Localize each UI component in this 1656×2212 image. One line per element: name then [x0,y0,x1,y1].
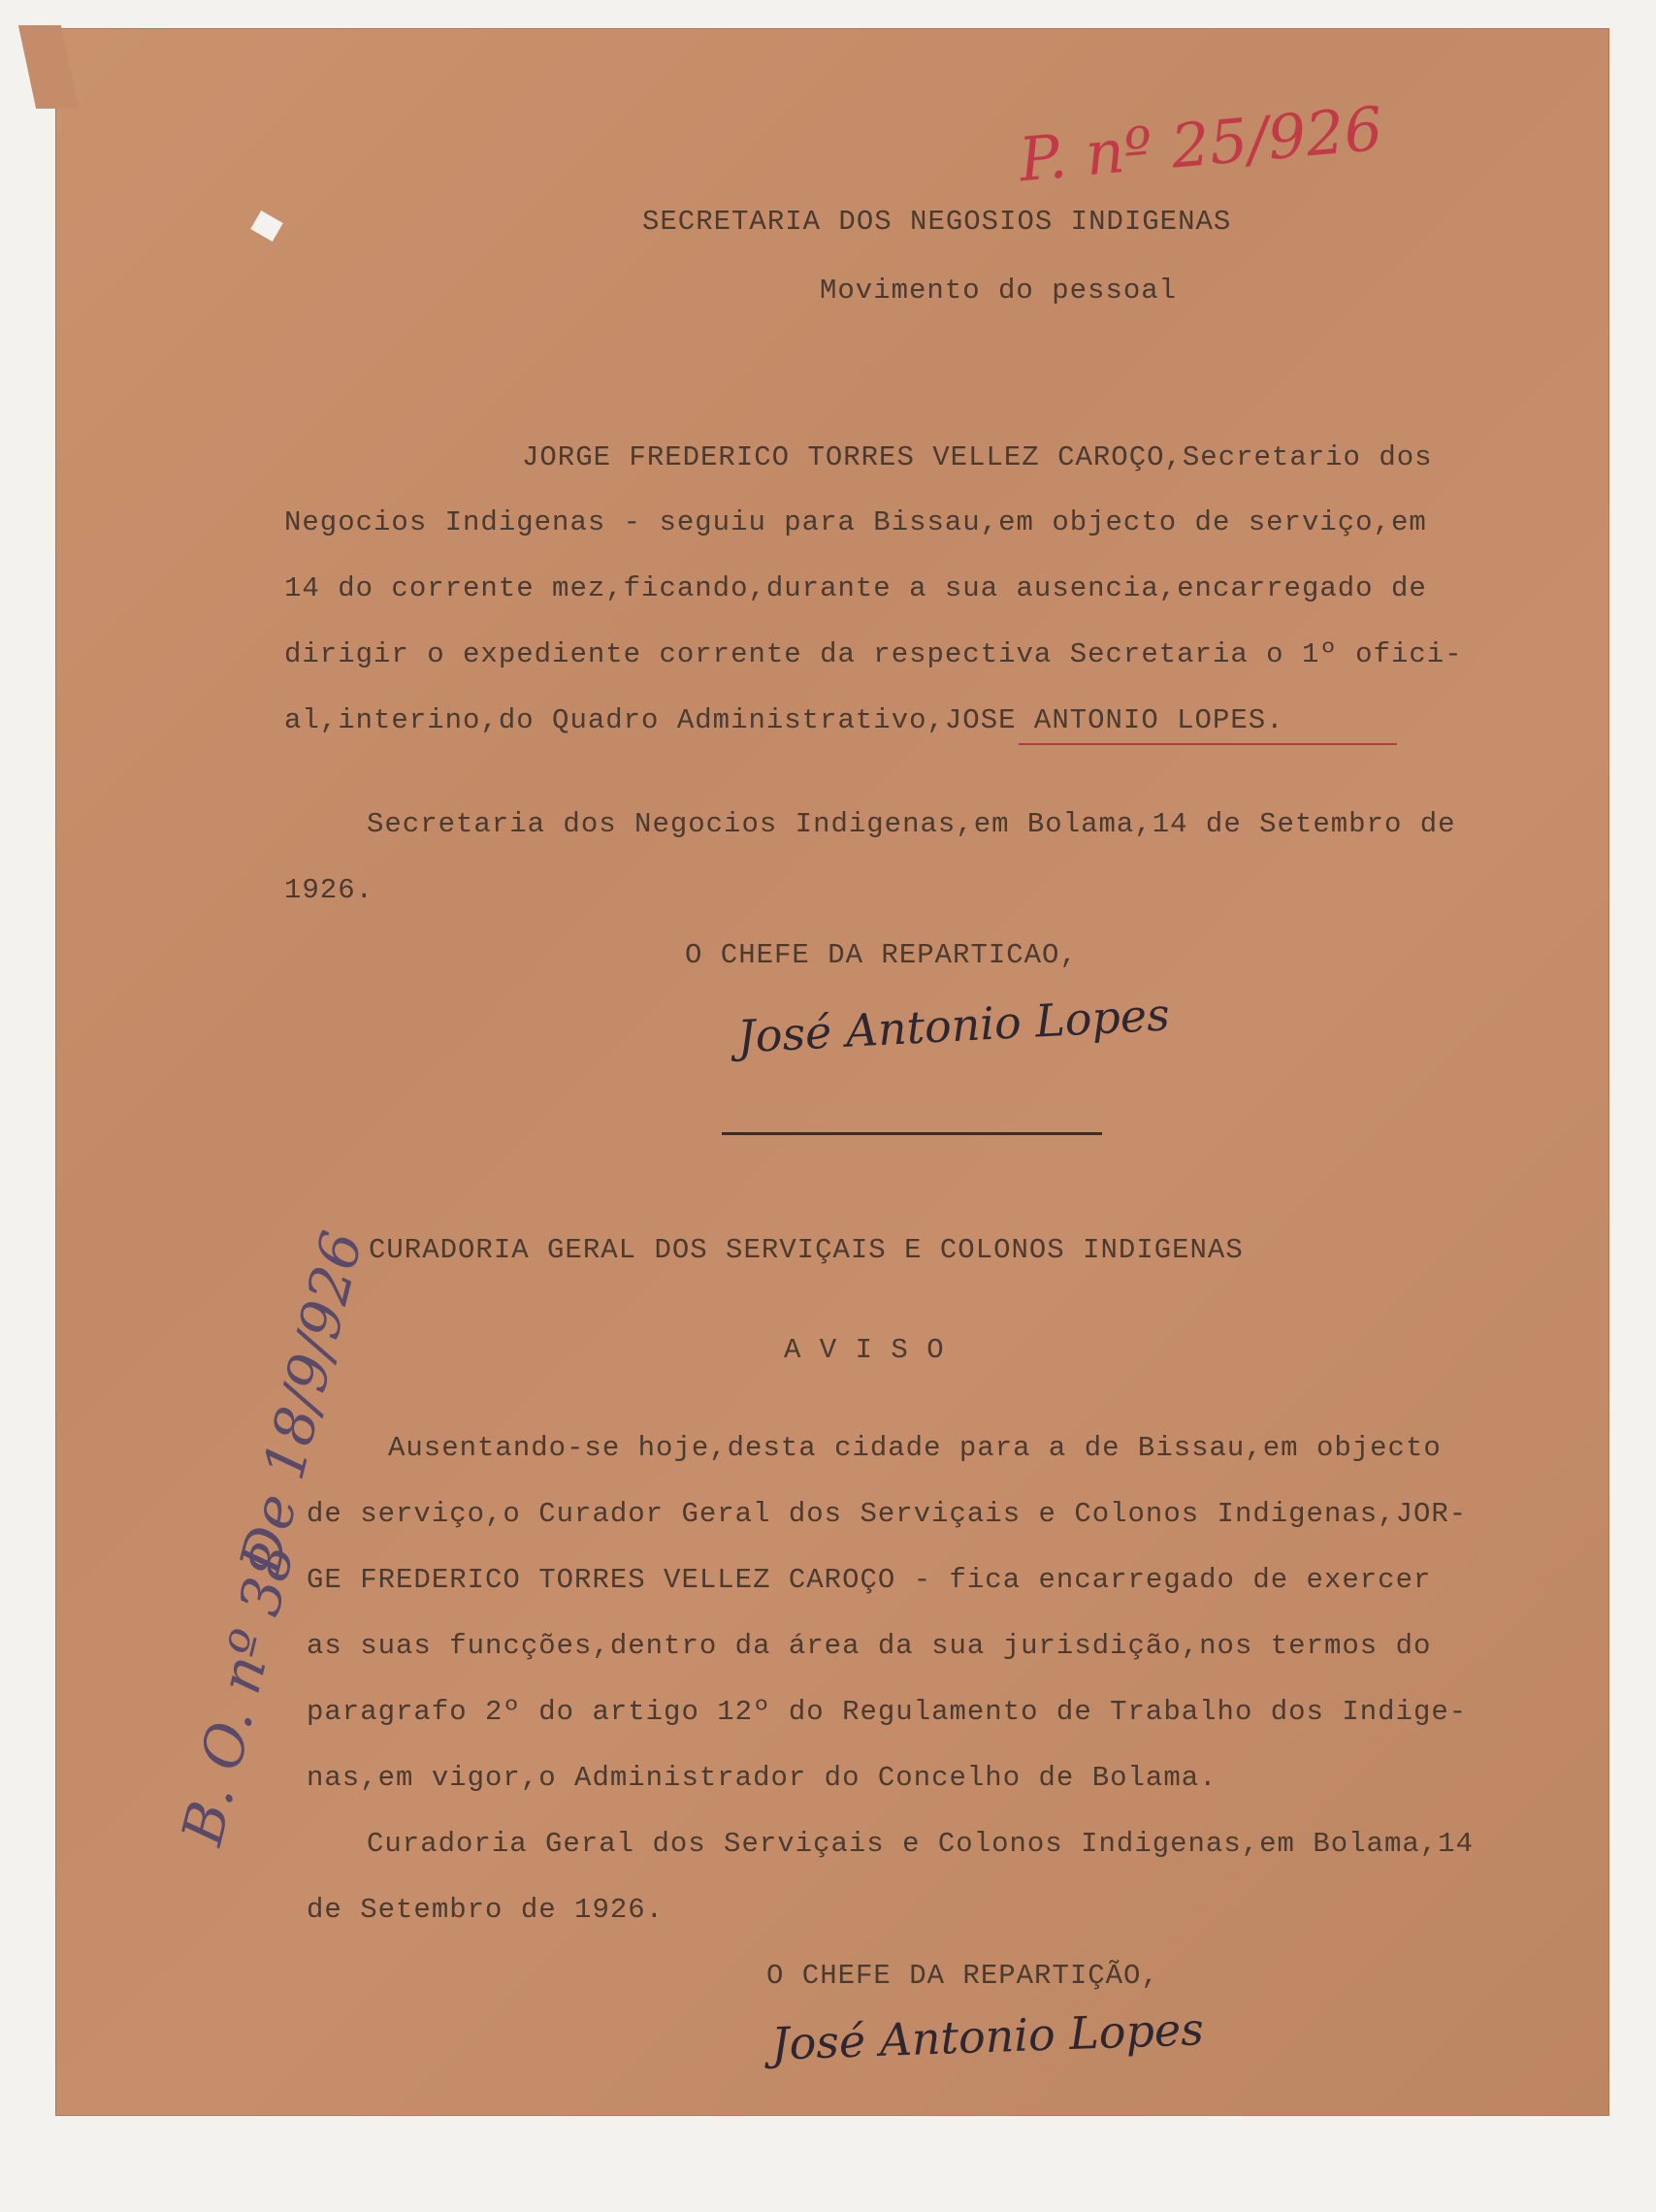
section1-para-line-5: al,interino,do Quadro Administrativo,JOSE ANTONIO LOPES. [284,704,1284,736]
section1-date-line-1: Secretaria dos Negocios Indigenas,em Bolama,14 de Setembro de [367,808,1456,840]
section2-closing: O CHEFE DA REPARTIÇÃO, [766,1960,1159,1992]
section1-para-line-1: JORGE FREDERICO TORRES VELLEZ CAROÇO,Secretario dos [522,441,1433,473]
document-page [56,29,1608,2115]
section1-subheading: Movimento do pessoal [820,275,1178,307]
section2-signature: José Antonio Lopes [770,2002,1205,2070]
section2-heading: CURADORIA GERAL DOS SERVIÇAIS E COLONOS INDIGENAS [369,1234,1244,1266]
section2-para-line-4: as suas funcções,dentro da área da sua jurisdição,nos termos do [307,1630,1432,1662]
section1-para-line-2: Negocios Indigenas - seguiu para Bissau,em objecto de serviço,em [284,506,1427,538]
section1-closing: O CHEFE DA REPARTICAO, [685,939,1078,971]
margin-annotation-bulletin: B. O. nº 38 [169,1536,308,1851]
section-divider [722,1132,1102,1135]
section2-para-line-1: Ausentando-se hoje,desta cidade para a de Bissau,em objecto [388,1432,1442,1464]
section2-date-line-1: Curadoria Geral dos Serviçais e Colonos Indigenas,em Bolama,14 [367,1828,1474,1860]
section1-date-line-2: 1926. [284,874,374,906]
section1-para-line-4: dirigir o expediente corrente da respectiva Secretaria o 1º ofici- [284,638,1463,670]
section1-heading: SECRETARIA DOS NEGOSIOS INDIGENAS [642,206,1232,238]
section2-para-line-5: paragrafo 2º do artigo 12º do Regulamento de Trabalho dos Indige- [307,1696,1468,1728]
section1-para-line-3: 14 do corrente mez,ficando,durante a sua ausencia,encarregado de [284,572,1427,604]
red-underline [1019,743,1397,745]
section2-title: A V I S O [784,1334,945,1366]
section2-para-line-6: nas,em vigor,o Administrador do Concelho de Bolama. [307,1762,1218,1794]
section2-date-line-2: de Setembro de 1926. [307,1894,665,1926]
section2-para-line-2: de serviço,o Curador Geral dos Serviçais e Colonos Indigenas,JOR- [307,1498,1468,1530]
section2-para-line-3: GE FREDERICO TORRES VELLEZ CAROÇO - fica encarregado de exercer [307,1564,1432,1596]
reference-annotation: P. nº 25/926 [1016,92,1385,196]
margin-annotation-date: De 18/9/926 [227,1224,376,1579]
section1-signature: José Antonio Lopes [735,988,1171,1063]
